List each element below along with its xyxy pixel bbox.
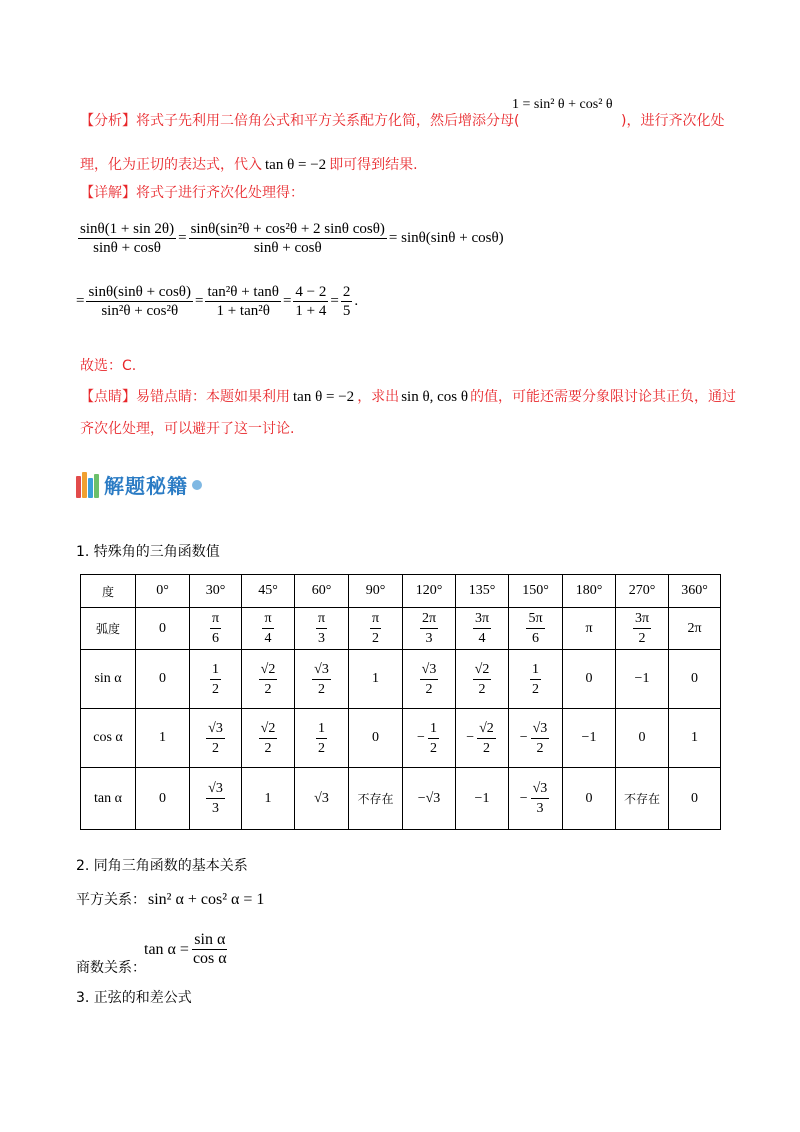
table-header: 度: [81, 575, 136, 608]
analysis-text-1: 将式子先利用二倍角公式和平方关系配方化简，然后增添分母(: [136, 113, 520, 129]
table-header: 120°: [403, 575, 456, 608]
frac-1-num: sinθ(1 + sin 2θ): [80, 221, 175, 237]
detail-tag: 【详解】: [80, 185, 136, 201]
table-cell: $\frac{√2}{2}$: [456, 650, 509, 709]
section-3-title: 3. 正弦的和差公式: [76, 990, 192, 1006]
table-header: 45°: [242, 575, 295, 608]
table-cell: −1: [616, 650, 669, 709]
table-cell: $\frac{3\pi}{2}$: [616, 608, 669, 650]
equals-5: =: [330, 293, 339, 309]
table-cell: −1: [563, 709, 616, 768]
section-1-title: 1. 特殊角的三角函数值: [76, 544, 220, 560]
table-cell: −1: [456, 768, 509, 830]
frac-2-den: sinθ + cosθ: [253, 240, 322, 256]
table-cell: $\frac{√3}{2}$: [295, 650, 349, 709]
quotient-lhs: tan α =: [144, 940, 189, 958]
frac-4: [205, 283, 280, 320]
table-cell: π: [563, 608, 616, 650]
analysis-formula: 1 = sin² θ + cos² θ: [512, 97, 613, 112]
derivation-line-1: [76, 220, 504, 257]
table-row-sin: [81, 650, 721, 709]
table-cell: √3: [295, 768, 349, 830]
frac-3: [86, 283, 193, 320]
equals-2: =: [76, 293, 85, 309]
table-cell: 0: [136, 768, 190, 830]
frac-6-num: 2: [342, 284, 351, 300]
table-cell: $\frac{\pi}{3}$: [295, 608, 349, 650]
table-cell: 1: [242, 768, 295, 830]
table-row-radians: [81, 608, 721, 650]
frac-1: [78, 220, 176, 257]
books-icon: [76, 472, 100, 498]
table-header: 135°: [456, 575, 509, 608]
equals-3: =: [194, 293, 204, 309]
table-cell: 0: [616, 709, 669, 768]
analysis-line-1: [80, 110, 519, 130]
table-cell: $\frac{\pi}{4}$: [242, 608, 295, 650]
table-header: 30°: [190, 575, 242, 608]
table-cell: $\frac{√2}{2}$: [242, 709, 295, 768]
table-header: 60°: [295, 575, 349, 608]
note-text-1: 易错点睛：本题如果利用: [136, 389, 290, 405]
table-cell: 0: [349, 709, 403, 768]
frac-3-den: sin²θ + cos²θ: [101, 303, 179, 319]
frac-6-den: 5: [342, 303, 351, 319]
table-cell: $\frac{2\pi}{3}$: [403, 608, 456, 650]
table-cell: 2π: [669, 608, 721, 650]
square-relation: [76, 889, 264, 909]
table-cell: 不存在: [349, 768, 403, 830]
note-tag: 【点睛】: [80, 389, 136, 405]
frac-5: [293, 283, 328, 320]
note-formula-2: sin θ, cos θ: [401, 389, 469, 405]
square-formula: sin² α + cos² α = 1: [148, 891, 265, 908]
choice-line: 故选：C.: [80, 358, 137, 374]
detail-text: 将式子进行齐次化处理得：: [136, 185, 304, 201]
analysis-tag: 【分析】: [80, 113, 136, 129]
banner-dot-icon: [192, 480, 202, 490]
note-text-2: ，求出: [357, 389, 400, 405]
frac-5-den: 1 + 4: [295, 303, 327, 319]
row-label: cos α: [81, 709, 136, 768]
note-formula-1: tan θ = −2: [293, 389, 355, 405]
table-cell: $\frac{1}{2}$: [509, 650, 563, 709]
row-label: tan α: [81, 768, 136, 830]
frac-3-num: sinθ(sinθ + cosθ): [88, 284, 191, 300]
frac-4-num: tan²θ + tanθ: [207, 284, 279, 300]
table-row-degrees: [81, 575, 721, 608]
table-cell: $\frac{\pi}{6}$: [190, 608, 242, 650]
analysis-text-2: )，进行齐次化处: [621, 113, 725, 129]
quotient-label: 商数关系：: [76, 960, 146, 976]
equals-4: =: [282, 293, 292, 309]
table-row-cos: [81, 709, 721, 768]
table-cell: $\frac{5\pi}{6}$: [509, 608, 563, 650]
analysis-text-3: 理，化为正切的表达式，代入: [80, 157, 262, 173]
table-cell: 0: [136, 608, 190, 650]
equals-1: =: [178, 230, 187, 246]
table-header: 360°: [669, 575, 721, 608]
table-cell: 0: [563, 650, 616, 709]
table-cell: $\frac{√2}{2}$: [242, 650, 295, 709]
row-label: 弧度: [81, 608, 136, 650]
table-cell: − $\frac{√2}{2}$: [456, 709, 509, 768]
table-cell: 1: [136, 709, 190, 768]
table-cell: −√3: [403, 768, 456, 830]
row-label: sin α: [81, 650, 136, 709]
table-cell: 0: [669, 768, 721, 830]
table-header: 270°: [616, 575, 669, 608]
table-cell: − $\frac{√3}{2}$: [509, 709, 563, 768]
table-header: 90°: [349, 575, 403, 608]
table-header: 180°: [563, 575, 616, 608]
analysis-text-4: 即可得到结果.: [329, 157, 418, 173]
table-header: 150°: [509, 575, 563, 608]
quotient-num: sin α: [194, 931, 226, 948]
frac-2: [189, 220, 387, 257]
square-label: 平方关系：: [76, 892, 146, 908]
frac-6: [341, 283, 353, 320]
frac-5-num: 4 − 2: [295, 284, 327, 300]
table-cell: 不存在: [616, 768, 669, 830]
table-cell: 0: [563, 768, 616, 830]
table-cell: $\frac{√3}{2}$: [403, 650, 456, 709]
note-line-1: [80, 386, 736, 406]
note-text-3: 的值，可能还需要分象限讨论其正负，通过: [470, 389, 737, 405]
period: .: [354, 293, 359, 309]
quotient-den: cos α: [192, 950, 227, 967]
table-header: 0°: [136, 575, 190, 608]
table-cell: 0: [669, 650, 721, 709]
table-cell: $\frac{√3}{2}$: [190, 709, 242, 768]
result-1: = sinθ(sinθ + cosθ): [388, 230, 504, 246]
table-cell: $\frac{√3}{3}$: [190, 768, 242, 830]
banner-title: 解题秘籍: [104, 474, 188, 498]
section-2-title: 2. 同角三角函数的基本关系: [76, 858, 248, 874]
table-row-tan: [81, 768, 721, 830]
note-line-2: 齐次化处理，可以避开了这一讨论.: [80, 421, 295, 437]
derivation-line-2: [76, 283, 358, 320]
table-cell: $\frac{3\pi}{4}$: [456, 608, 509, 650]
detail-line: [80, 182, 304, 202]
table-cell: 0: [136, 650, 190, 709]
table-cell: − $\frac{√3}{3}$: [509, 768, 563, 830]
table-cell: $\frac{1}{2}$: [190, 650, 242, 709]
frac-1-den: sinθ + cosθ: [93, 240, 161, 256]
table-cell: 1: [349, 650, 403, 709]
table-cell: $\frac{\pi}{2}$: [349, 608, 403, 650]
quotient-frac: [191, 931, 229, 968]
trig-value-table: [80, 574, 721, 830]
quotient-formula: [144, 931, 231, 968]
frac-2-num: sinθ(sin²θ + cos²θ + 2 sinθ cosθ): [190, 221, 385, 237]
analysis-line-2: [80, 154, 418, 174]
table-cell: $\frac{1}{2}$: [295, 709, 349, 768]
analysis-formula-2: tan θ = −2: [265, 157, 327, 173]
table-cell: 1: [669, 709, 721, 768]
frac-4-den: 1 + tan²θ: [216, 303, 270, 319]
section-banner: [76, 470, 202, 499]
table-cell: − $\frac{1}{2}$: [403, 709, 456, 768]
